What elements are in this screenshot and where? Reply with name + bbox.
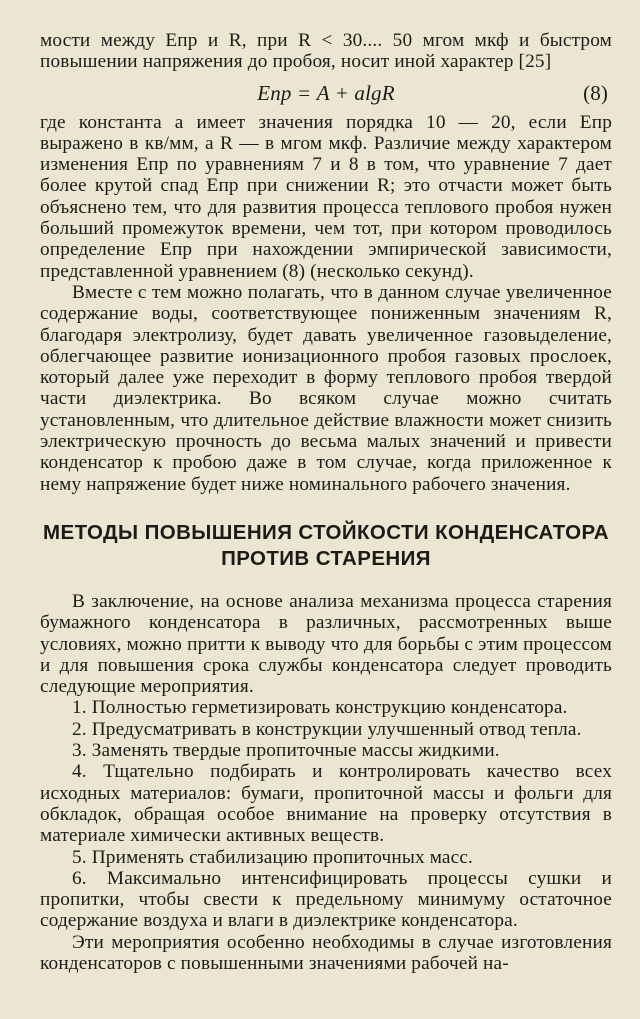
measures-list	[40, 697, 612, 931]
section-heading-line-2: ПРОТИВ СТАРЕНИЯ	[221, 546, 431, 570]
section-heading	[40, 520, 612, 572]
paragraph-closing: Эти мероприятия особенно необходимы в случае изготовления конденсаторов с повышенными значениями рабочей на-	[40, 931, 612, 974]
body-text	[40, 30, 612, 974]
list-item: 4. Тщательно подбирать и контролировать качество всех исходных материалов: бумаги, пропиточной массы и фольги для обкладок, обращая особое внимание на проверку отсутствия в материале химически активных веществ.	[40, 761, 612, 847]
equation-expression: Eпр = A + algR	[257, 80, 395, 105]
equation-number: (8)	[583, 80, 608, 105]
list-item: 1. Полностью герметизировать конструкцию конденсатора.	[72, 697, 568, 719]
paragraph-constant-explanation: где константа a имеет значения порядка 10 — 20, если Eпр выражено в кв/мм, а R — в мгом мкф. Различие между характером изменения Eпр по уравнениям 7 и 8 в том, что уравнение 7 дает более крутой спад Eпр при снижении R; это отчасти может быть объяснено тем, что для развития процесса теплового пробоя нужен больший промежуток времени, чем тот, при котором проводилось определение Eпр при нахождении эмпирической зависимости, представленной уравнением (8) (несколько секунд).	[40, 111, 612, 282]
section-heading-line-1: МЕТОДЫ ПОВЫШЕНИЯ СТОЙКОСТИ КОНДЕНСАТОРА	[43, 520, 609, 544]
list-item: 5. Применять стабилизацию пропиточных масс.	[72, 846, 474, 868]
list-item: 2. Предусматривать в конструкции улучшенный отвод тепла.	[72, 718, 582, 740]
paragraph-continued: мости между Eпр и R, при R < 30.... 50 мгом мкф и быстром повышении напряжения до пробоя, носит иной характер [25]	[40, 30, 612, 73]
equation-8	[40, 78, 612, 109]
list-item: 6. Максимально интенсифицировать процессы сушки и пропитки, чтобы свести к предельному минимуму остаточное содержание воздуха и влаги в диэлектрике конденсатора.	[40, 867, 612, 932]
paragraph-intro: В заключение, на основе анализа механизма процесса старения бумажного конденсатора в различных, рассмотренных выше условиях, можно притти к выводу что для борьбы с этим процессом и для повышения срока службы конденсатора следует проводить следующие мероприятия.	[40, 590, 612, 698]
list-item: 3. Заменять твердые пропиточные массы жидкими.	[72, 740, 500, 762]
paragraph-humidity-effect: Вместе с тем можно полагать, что в данном случае увеличенное содержание воды, соответствующее пониженным значениям R, благодаря электролизу, будет давать увеличенное газовыделение, облегчающее развитие ионизационного пробоя газовых прослоек, который далее уже переходит в форму теплового пробоя твердой части диэлектрика. Во всяком случае можно считать установленным, что длительное действие влажности может снизить электрическую прочность до весьма малых значений и привести конденсатор к пробою даже в том случае, когда приложенное к нему напряжение будет ниже номинального рабочего значения.	[40, 281, 612, 495]
